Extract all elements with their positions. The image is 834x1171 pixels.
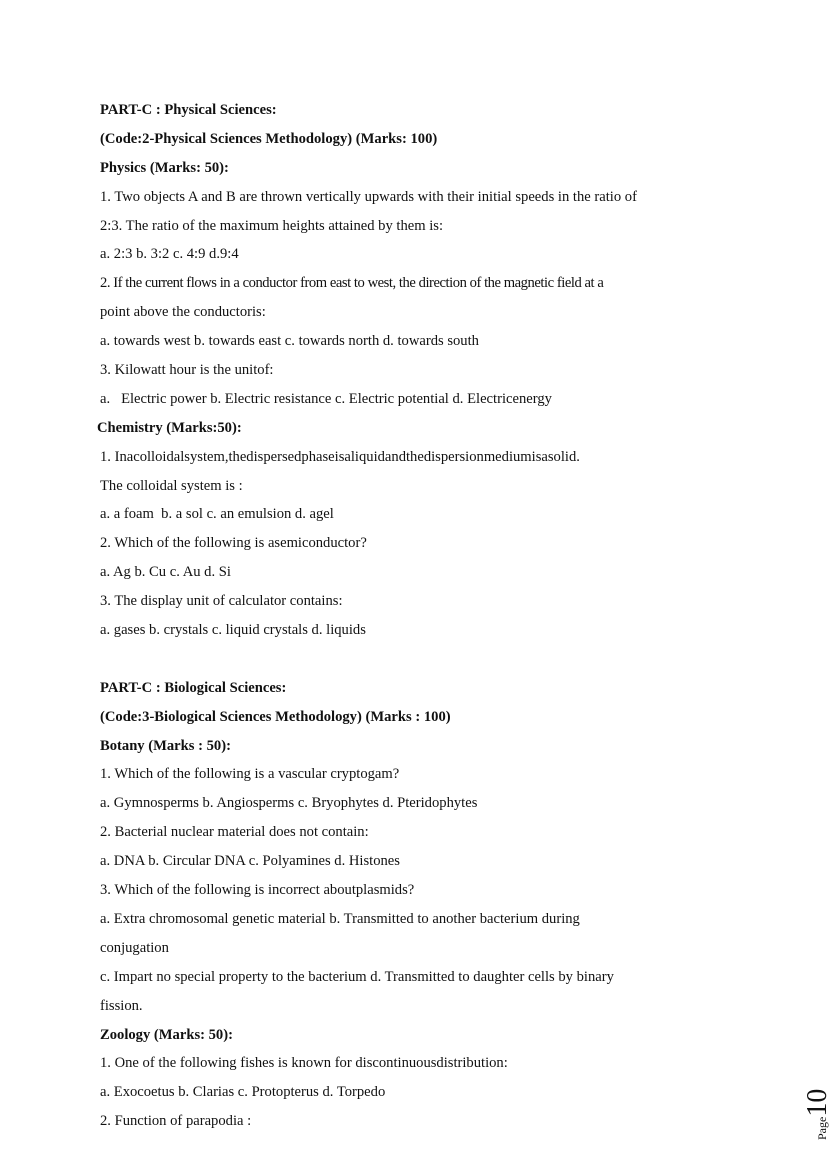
answer-options: a. Extra chromosomal genetic material b. Transmitted to another bacterium during	[100, 910, 580, 927]
zoology-heading: Zoology (Marks: 50):	[100, 1026, 233, 1043]
answer-options: a. Exocoetus b. Clarias c. Protopterus d. Torpedo	[100, 1084, 386, 1101]
physics-heading: Physics (Marks: 50):	[100, 159, 229, 176]
answer-options: a. gases b. crystals c. liquid crystals d. liquids	[100, 622, 366, 639]
part-c-biological-heading: PART-C : Biological Sciences:	[100, 679, 287, 696]
question-text: 2. If the current flows in a conductor from east to west, the direction of the magnetic field at a	[100, 275, 604, 292]
answer-options: a. DNA b. Circular DNA c. Polyamines d. Histones	[100, 853, 400, 870]
page-number	[802, 1089, 834, 1140]
blank-line	[100, 645, 740, 674]
question-text: 2:3. The ratio of the maximum heights attained by them is:	[100, 217, 444, 234]
answer-options: fission.	[100, 997, 143, 1014]
answer-options: a. Ag b. Cu c. Au d. Si	[100, 564, 231, 581]
question-text: 2. Bacterial nuclear material does not contain:	[100, 824, 369, 841]
question-text: 1. Which of the following is a vascular cryptogam?	[100, 766, 400, 783]
question-text: 3. Kilowatt hour is the unitof:	[100, 362, 274, 379]
part-c-physical-heading: PART-C : Physical Sciences:	[100, 102, 277, 118]
question-text: point above the conductoris:	[100, 304, 266, 321]
chemistry-heading: Chemistry (Marks:50):	[97, 419, 242, 436]
question-text: The colloidal system is :	[100, 477, 243, 494]
page-number-value: 10	[802, 1088, 833, 1117]
answer-options: a. towards west b. towards east c. towards north d. towards south	[100, 333, 479, 350]
answer-options: conjugation	[100, 939, 169, 956]
answer-options: a. Gymnosperms b. Angiosperms c. Bryophytes d. Pteridophytes	[100, 795, 478, 812]
question-text: 2. Which of the following is asemiconductor?	[100, 535, 367, 552]
physical-code-heading: (Code:2-Physical Sciences Methodology) (Marks: 100)	[100, 130, 438, 147]
question-text: 3. The display unit of calculator contains:	[100, 593, 343, 610]
question-text: 1. One of the following fishes is known for discontinuousdistribution:	[100, 1055, 508, 1072]
question-text: 2. Function of parapodia :	[100, 1113, 252, 1130]
biological-code-heading: (Code:3-Biological Sciences Methodology) (Marks : 100)	[100, 708, 451, 725]
answer-options: a. Electric power b. Electric resistance c. Electric potential d. Electricenergy	[100, 390, 552, 407]
question-text: 1. Inacolloidalsystem,thedispersedphaseisaliquidandthedispersionmediumisasolid.	[100, 448, 580, 465]
question-text: 3. Which of the following is incorrect aboutplasmids?	[100, 882, 415, 899]
answer-options: a. 2:3 b. 3:2 c. 4:9 d.9:4	[100, 246, 239, 263]
answer-options: a. a foam b. a sol c. an emulsion d. agel	[100, 506, 334, 523]
botany-heading: Botany (Marks : 50):	[100, 737, 231, 754]
document-body	[97, 96, 740, 1136]
answer-options: c. Impart no special property to the bacterium d. Transmitted to daughter cells by binary	[100, 968, 614, 985]
question-text: 1. Two objects A and B are thrown vertically upwards with their initial speeds in the ratio of	[100, 188, 637, 205]
page-number-label: Page	[815, 1116, 829, 1140]
